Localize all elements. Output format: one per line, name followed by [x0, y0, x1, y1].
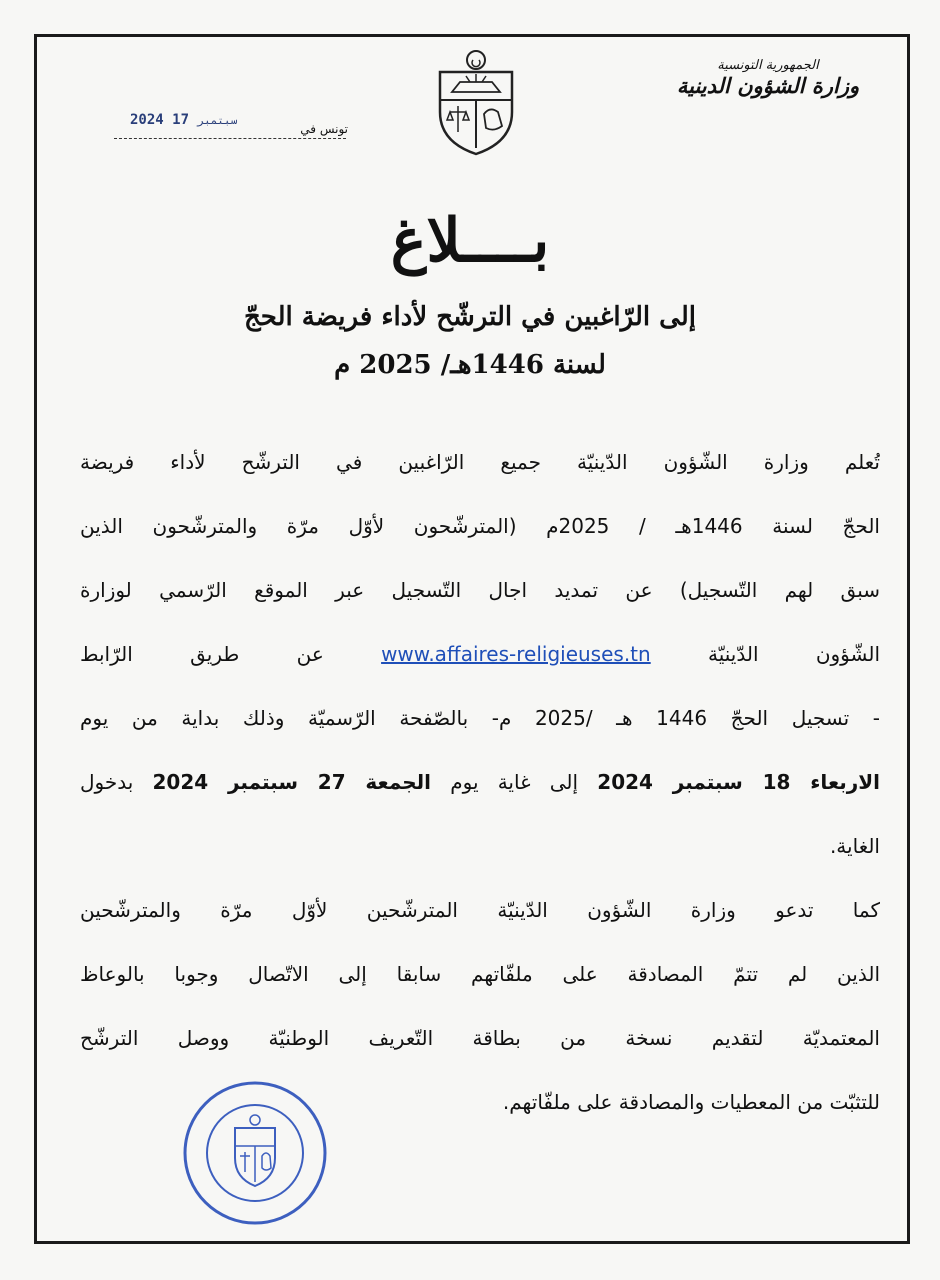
paragraph-line: الغاية. [829, 834, 880, 858]
date-underline [114, 138, 346, 139]
subtitle-year: لسنة 1446هـ/ 2025 م [334, 350, 606, 380]
line-start: الشّؤون الدّينيّة [708, 642, 880, 666]
ministry-name: وزارة الشؤون الدينية [676, 73, 860, 98]
line-end: عن طريق الرّابط [80, 642, 324, 666]
paragraph-line [80, 750, 880, 814]
start-date: الاربعاء 18 سبتمبر 2024 [597, 770, 880, 794]
paragraph-line: للتثبّت من المعطيات والمصادقة على ملفّاتهم. [502, 1090, 880, 1114]
republic-name: الجمهورية التونسية [717, 58, 819, 73]
coat-of-arms-icon [430, 48, 522, 158]
subtitle-audience: إلى الرّاغبين في الترشّح لأداء فريضة الحجّ [244, 302, 696, 332]
date-field [110, 108, 348, 142]
inclusive-text: بدخول [80, 770, 134, 794]
paragraph-line: كما تدعو وزارة الشّؤون الدّينيّة المترشّحين لأوّل مرّة والمترشّحين [80, 898, 880, 922]
announcement-paragraph [80, 430, 880, 878]
registration-link[interactable]: www.affaires-religieuses.tn [381, 642, 651, 666]
page-title: بــــلاغ [390, 206, 550, 276]
official-seal-icon [180, 1078, 330, 1228]
paragraph-line: الحجّ لسنة 1446هـ / 2025م (المترشّحون لأوّل مرّة والمترشّحون الذين [80, 514, 880, 538]
paragraph-line: تُعلم وزارة الشّؤون الدّينيّة جميع الرّاغبين في الترشّح لأداء فريضة [80, 450, 880, 474]
until-text: إلى غاية يوم [450, 770, 579, 794]
date-day: 17 [172, 112, 190, 128]
paragraph-line [80, 622, 880, 686]
letterhead [658, 58, 878, 98]
paragraph-line: سبق لهم التّسجيل) عن تمديد اجال التّسجيل عبر الموقع الرّسمي لوزارة [80, 578, 880, 602]
paragraph-line: الذين لم تتمّ المصادقة على ملفّاتهم سابقا إلى الاتّصال وجوبا بالوعاظ [80, 962, 880, 986]
date-stamp [130, 112, 237, 128]
paragraph-line: المعتمديّة لتقديم نسخة من بطاقة التّعريف الوطنيّة ووصل الترشّح [80, 1026, 880, 1050]
end-date: الجمعة 27 سبتمبر 2024 [152, 770, 432, 794]
paragraph-line: - تسجيل الحجّ 1446 هـ /2025 م- بالصّفحة الرّسميّة وذلك بداية من يوم [80, 706, 880, 730]
date-label: تونس في [300, 122, 348, 136]
date-year: 2024 [130, 112, 164, 128]
date-month: سبتمبر [197, 114, 238, 127]
